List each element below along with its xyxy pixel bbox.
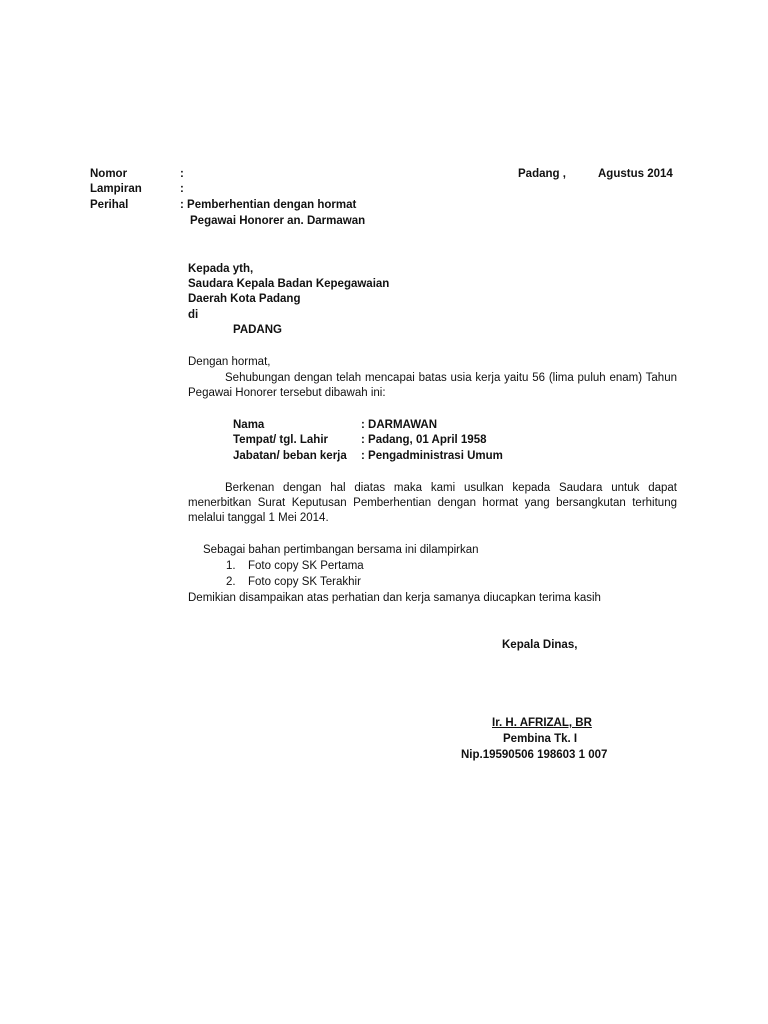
- salutation: Dengan hormat,: [188, 356, 271, 368]
- attachment-item: Foto copy SK Pertama: [248, 560, 364, 572]
- recipient-office: Daerah Kota Padang: [188, 293, 301, 305]
- nomor-label: Nomor: [90, 168, 128, 180]
- attachment-item: Foto copy SK Terakhir: [248, 576, 361, 588]
- nomor-colon: :: [180, 168, 184, 180]
- lampiran-label: Lampiran: [90, 183, 142, 195]
- perihal-label: Perihal: [90, 199, 129, 211]
- closing-sentence: Demikian disampaikan atas perhatian dan kerja samanya diucapkan terima kasih: [188, 592, 601, 604]
- attachment-number: 2.: [226, 576, 236, 588]
- request-paragraph: Berkenan dengan hal diatas maka kami usulkan kepada Saudara untuk dapat menerbitkan Surat Keputusan Pemberhentian dengan hormat yang bersangkutan terhitung melalui tanggal 1 Mei 2014.: [188, 482, 677, 524]
- perihal-subject-line2: Pegawai Honorer an. Darmawan: [190, 215, 366, 227]
- recipient-title: Saudara Kepala Badan Kepegawaian: [188, 278, 390, 290]
- letter-place: Padang ,: [518, 168, 566, 180]
- signatory-title: Kepala Dinas,: [502, 639, 578, 651]
- signatory-nip: Nip.19590506 198603 1 007: [461, 749, 608, 761]
- recipient-city: PADANG: [233, 324, 282, 336]
- signatory-rank: Pembina Tk. I: [503, 733, 578, 745]
- lampiran-colon: :: [180, 183, 184, 195]
- field-label: Jabatan/ beban kerja: [233, 450, 347, 462]
- attachments-intro: Sebagai bahan pertimbangan bersama ini dilampirkan: [203, 544, 479, 556]
- field-value: : DARMAWAN: [361, 419, 438, 431]
- perihal-subject-line1: : Pemberhentian dengan hormat: [180, 199, 357, 211]
- intro-paragraph: Sehubungan dengan telah mencapai batas usia kerja yaitu 56 (lima puluh enam) Tahun Pegawai Honorer tersebut dibawah ini:: [188, 372, 677, 399]
- letter-date: Agustus 2014: [598, 168, 673, 180]
- recipient-greeting: Kepada yth,: [188, 263, 254, 275]
- signatory-name: Ir. H. AFRIZAL, BR: [492, 717, 592, 729]
- field-label: Nama: [233, 419, 265, 431]
- field-value: : Padang, 01 April 1958: [361, 434, 487, 446]
- field-label: Tempat/ tgl. Lahir: [233, 434, 328, 446]
- recipient-di: di: [188, 309, 199, 321]
- attachment-number: 1.: [226, 560, 236, 572]
- field-value: : Pengadministrasi Umum: [361, 450, 503, 462]
